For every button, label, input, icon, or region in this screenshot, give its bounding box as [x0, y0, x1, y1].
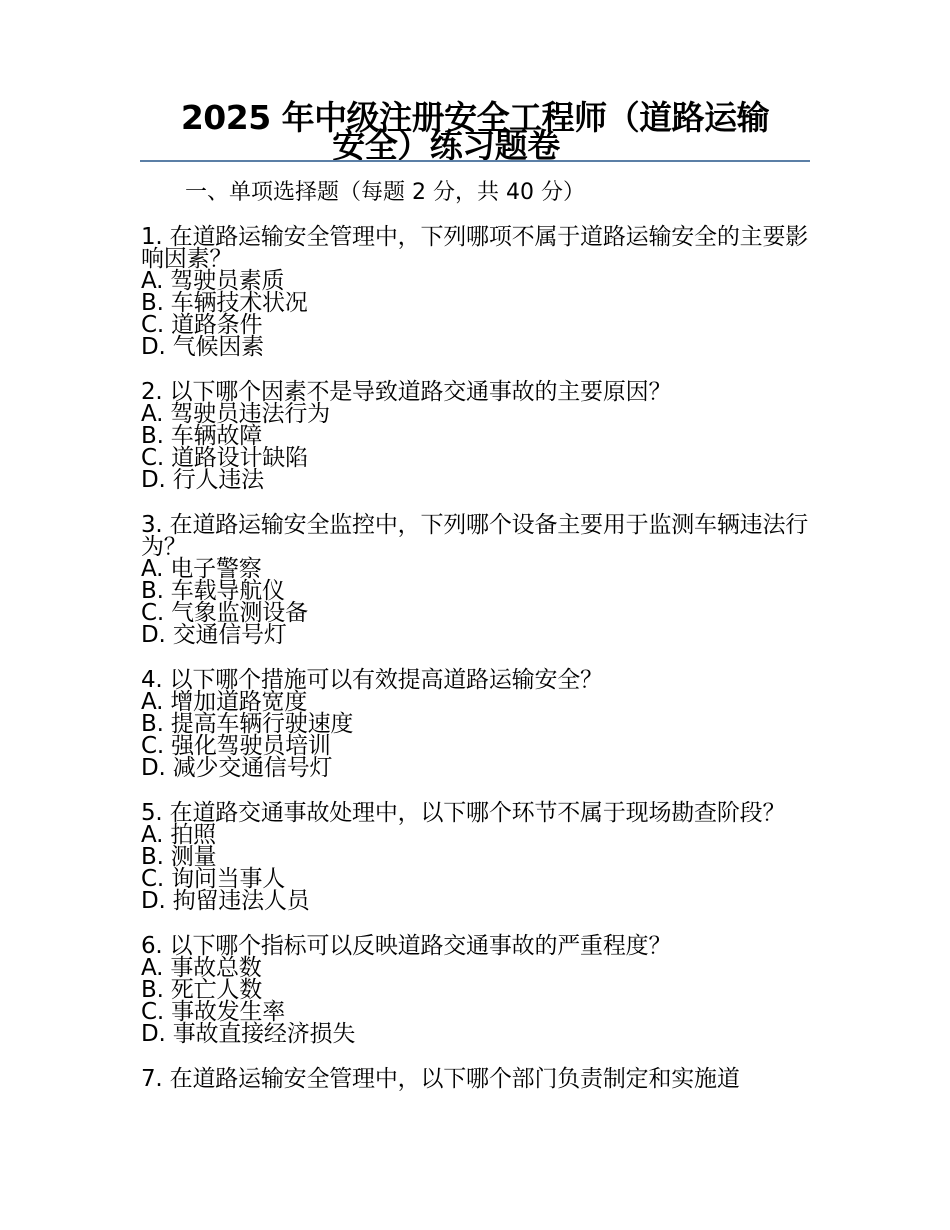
- section-heading: 一、单项选择题（每题 2 分，共 40 分）: [185, 180, 585, 205]
- answer-option: C. 事故发生率: [141, 999, 286, 1025]
- answer-option: D. 行人违法: [141, 467, 264, 493]
- question-item: [141, 514, 821, 646]
- question-stem: 5. 在道路交通事故处理中，以下哪个环节不属于现场勘查阶段？: [141, 800, 786, 826]
- question-stem: 6. 以下哪个指标可以反映道路交通事故的严重程度？: [141, 933, 672, 959]
- answer-option: B. 车载导航仪: [141, 578, 285, 604]
- answer-option: A. 驾驶员素质: [141, 268, 285, 294]
- question-list: [141, 226, 821, 1113]
- answer-option: B. 提高车辆行驶速度: [141, 711, 354, 737]
- document-title: [140, 98, 810, 165]
- answer-option: C. 气象监测设备: [141, 600, 308, 626]
- question-stem: 1. 在道路运输安全管理中，下列哪项不属于道路运输安全的主要影响因素？: [141, 224, 809, 272]
- answer-option: A. 驾驶员违法行为: [141, 401, 330, 427]
- answer-option: D. 减少交通信号灯: [141, 755, 333, 781]
- question-stem: 2. 以下哪个因素不是导致道路交通事故的主要原因？: [141, 379, 672, 405]
- answer-option: B. 车辆技术状况: [141, 290, 308, 316]
- answer-option: C. 询问当事人: [141, 866, 286, 892]
- question-item: [141, 802, 821, 912]
- answer-option: C. 道路设计缺陷: [141, 445, 308, 471]
- answer-option: D. 气候因素: [141, 334, 264, 360]
- question-item: [141, 935, 821, 1045]
- question-item: [141, 1068, 821, 1090]
- answer-option: B. 死亡人数: [141, 977, 263, 1003]
- question-item: [141, 669, 821, 779]
- answer-option: C. 道路条件: [141, 312, 263, 338]
- answer-option: B. 车辆故障: [141, 423, 263, 449]
- answer-option: A. 事故总数: [141, 955, 262, 981]
- answer-option: B. 测量: [141, 844, 217, 870]
- question-item: [141, 381, 821, 491]
- answer-option: D. 事故直接经济损失: [141, 1021, 356, 1047]
- document-title-line-2: 安全）练习题卷: [332, 126, 560, 165]
- question-stem: 7. 在道路运输安全管理中，以下哪个部门负责制定和实施道: [141, 1066, 740, 1092]
- question-stem: 4. 以下哪个措施可以有效提高道路运输安全？: [141, 667, 603, 693]
- title-divider: [140, 160, 810, 162]
- question-stem: 3. 在道路运输安全监控中，下列哪个设备主要用于监测车辆违法行为？: [141, 512, 809, 560]
- answer-option: A. 拍照: [141, 822, 216, 848]
- answer-option: C. 强化驾驶员培训: [141, 733, 331, 759]
- answer-option: A. 电子警察: [141, 556, 262, 582]
- answer-option: D. 交通信号灯: [141, 622, 287, 648]
- question-item: [141, 226, 821, 358]
- answer-option: D. 拘留违法人员: [141, 888, 310, 914]
- answer-option: A. 增加道路宽度: [141, 689, 308, 715]
- document-title-line-1: 2025 年中级注册安全工程师（道路运输: [180, 98, 770, 137]
